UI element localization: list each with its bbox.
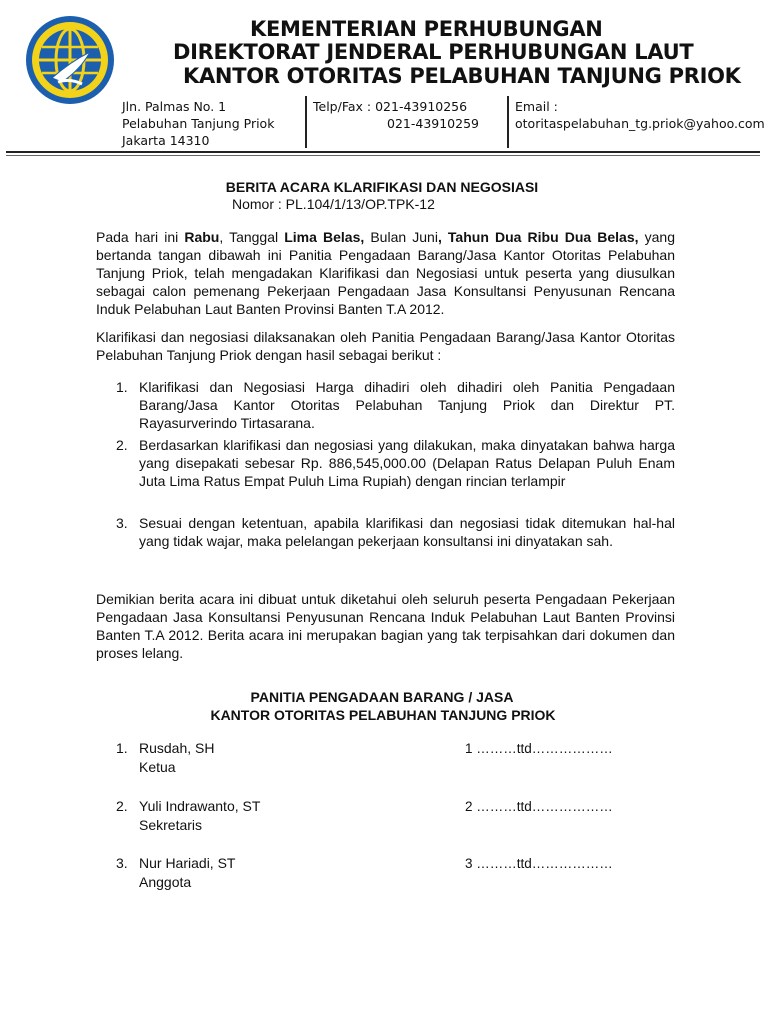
directorate-name: DIREKTORAT JENDERAL PERHUBUNGAN LAUT xyxy=(173,40,694,64)
office-address xyxy=(122,98,274,149)
letterhead-rule xyxy=(6,151,760,153)
opening-paragraph: Pada hari ini Rabu, Tanggal Lima Belas, Bulan Juni, Tahun Dua Ribu Dua Belas, yang bertanda tangan dibawah ini Panitia Pengadaan Barang/Jasa Kantor Otoritas Pelabuhan Tanjung Priok, telah mengadakan Klarifikasi dan Negosiasi untuk peserta yang diusulkan sebagai calon pemenang Pekerjaan Pengadaan Jasa Konsultansi Penyusunan Rencana Induk Pelabuhan Laut Banten Provinsi Banten T.A 2012. xyxy=(96,229,675,317)
email-address: otoritaspelabuhan_tg.priok@yahoo.com xyxy=(515,116,765,131)
committee-office: KANTOR OTORITAS PELABUHAN TANJUNG PRIOK xyxy=(210,707,556,723)
member-role: Ketua xyxy=(139,759,176,775)
member-role: Sekretaris xyxy=(139,817,203,833)
office-name: KANTOR OTORITAS PELABUHAN TANJUNG PRIOK xyxy=(183,64,741,88)
intro-paragraph: Klarifikasi dan negosiasi dilaksanakan oleh Panitia Pengadaan Barang/Jasa Kantor Otoritas Pelabuhan Tanjung Priok dengan hasil sebagai berikut : xyxy=(96,329,675,363)
office-email xyxy=(515,98,765,132)
member-signature: 3 ………ttd……………… xyxy=(465,856,613,871)
phone-number: 021-43910259 xyxy=(387,116,479,131)
address-line: Jln. Palmas No. 1 xyxy=(122,99,227,114)
divider xyxy=(305,96,307,148)
address-line: Pelabuhan Tanjung Priok xyxy=(122,116,275,131)
member-signature: 2 ………ttd……………… xyxy=(465,799,613,814)
office-phone xyxy=(313,98,479,132)
closing-paragraph: Demikian berita acara ini dibuat untuk diketahui oleh seluruh peserta Pengadaan Pekerjaan Pengadaan Jasa Konsultansi Penyusunan Rencana Induk Pelabuhan Laut Banten Provinsi Banten T.A 2012. Berita acara ini merupakan bagian yang tak terpisahkan dari dokumen dan proses lelang. xyxy=(96,591,675,661)
member-name: Rusdah, SH xyxy=(139,740,215,756)
member-name: Yuli Indrawanto, ST xyxy=(139,798,261,814)
date-text: Lima Belas, xyxy=(284,229,365,245)
year-text: Dua Ribu Dua Belas, xyxy=(494,229,639,245)
ministry-name: KEMENTERIAN PERHUBUNGAN xyxy=(250,17,603,41)
ministry-logo-icon xyxy=(22,12,118,108)
committee-heading: PANITIA PENGADAAN BARANG / JASA xyxy=(250,689,514,705)
phone-label: Telp/Fax : xyxy=(313,99,372,114)
letterhead-rule xyxy=(6,155,760,156)
member-signature: 1 ………ttd……………… xyxy=(465,741,613,756)
email-label: Email : xyxy=(515,99,558,114)
member-name: Nur Hariadi, ST xyxy=(139,855,236,871)
document-number: Nomor : PL.104/1/13/OP.TPK-12 xyxy=(232,196,435,212)
member-role: Anggota xyxy=(139,874,192,890)
day-name: Rabu xyxy=(184,229,220,245)
document-title: BERITA ACARA KLARIFIKASI DAN NEGOSIASI xyxy=(225,179,539,195)
divider xyxy=(507,96,509,148)
address-line: Jakarta 14310 xyxy=(122,133,210,148)
document-page: KEMENTERIAN PERHUBUNGAN DIREKTORAT JENDERAL PERHUBUNGAN LAUT KANTOR OTORITAS PELABUHAN TANJUNG PRIOK Jln. Palmas No. 1 Pelabuhan Tanjung Priok Jakarta 14310 Telp/Fax : 021-43910256 021-43910259 Email : otoritaspelabuhan_tg.priok@yahoo.com BERITA ACARA KLARIFIKASI DAN NEGOSIASI Nomor : PL.104/1/13/OP.TPK-12 Pada hari ini Rabu, Tanggal Lima Belas, Bulan Juni, Tahun Dua Ribu Dua Belas, yang bertanda tangan dibawah ini Panitia Pengadaan Barang/Jasa Kantor Otoritas Pelabuhan Tanjung Priok, telah mengadakan Klarifikasi dan Negosiasi untuk peserta yang diusulkan sebagai calon pemenang Pekerjaan Pengadaan Jasa Konsultansi Penyusunan Rencana Induk Pelabuhan Laut Banten Provinsi Banten T.A 2012. Klarifikasi dan negosiasi dilaksanakan oleh Panitia Pengadaan Barang/Jasa Kantor Otoritas Pelabuhan Tanjung Priok dengan hasil sebagai berikut : 1. Klarifikasi dan Negosiasi Harga dihadiri oleh dihadiri oleh Panitia Pengadaan Barang/Jasa Kantor Otoritas Pelabuhan Tanjung Priok dan Direktur PT. Rayasurverindo Tirtasarana. 2. Berdasarkan klarifikasi dan negosiasi yang dilakukan, maka dinyatakan bahwa harga yang disepakati sebesar Rp. 886,545,000.00 (Delapan Ratus Delapan Puluh Enam Juta Lima Ratus Empat Puluh Lima Rupiah) dengan rincian terlampir 3. Sesuai dengan ketentuan, apabila klarifikasi dan negosiasi tidak ditemukan hal-hal yang tidak wajar, maka pelelangan pekerjaan konsultansi ini dinyatakan sah. Demikian berita acara ini dibuat untuk diketahui oleh seluruh peserta Pengadaan Pekerjaan Pengadaan Jasa Konsultansi Penyusunan Rencana Induk Pelabuhan Laut Banten Provinsi Banten T.A 2012. Berita acara ini merupakan bagian yang tak terpisahkan dari dokumen dan proses lelang. PANITIA PENGADAAN BARANG / JASA KANTOR OTORITAS PELABUHAN TANJUNG PRIOK 1. Rusdah, SH Ketua 1 ………ttd……………… 2. Yuli Indrawanto, ST Sekretaris 2 ………ttd……………… 3. Nur Hariadi, ST Anggota 3 ………ttd……………… xyxy=(0,0,768,1024)
phone-number: 021-43910256 xyxy=(375,99,468,114)
